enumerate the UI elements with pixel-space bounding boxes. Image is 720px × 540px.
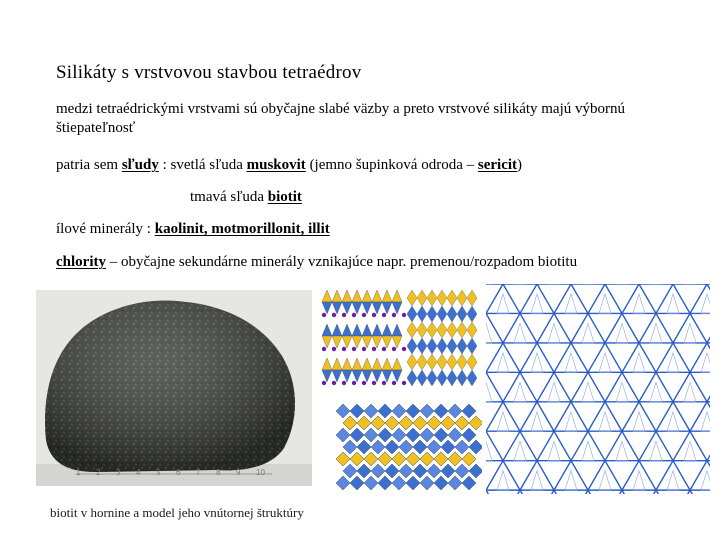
interlayer-atom — [372, 381, 376, 385]
net-triangle-up — [486, 431, 503, 460]
interlayer-atom — [342, 381, 346, 385]
net-inner-line — [667, 294, 679, 313]
net-inner-line — [497, 294, 509, 313]
paragraph-chlorites — [56, 253, 577, 272]
net-triangle-up — [639, 313, 673, 342]
net-triangle-up — [673, 431, 707, 460]
ruler-labels — [76, 468, 276, 482]
net-triangle-up — [605, 431, 639, 460]
interlayer-atom — [372, 313, 376, 317]
net-triangle-up — [554, 284, 588, 313]
net-inner-line — [616, 382, 628, 401]
net-triangle-up — [486, 284, 520, 313]
net-triangle-up — [707, 431, 710, 460]
net-inner-line — [497, 471, 509, 490]
net-triangle-up — [639, 431, 673, 460]
micas-mid2: (jemno šupinková odroda – — [305, 157, 478, 173]
polyhedra-structure-model — [332, 400, 482, 490]
net-triangle-up — [656, 402, 690, 431]
net-inner-line — [701, 353, 710, 372]
interlayer-atom — [392, 347, 396, 351]
net-inner-line — [633, 294, 645, 313]
interlayer-atom — [332, 347, 336, 351]
net-triangle-up — [605, 372, 639, 401]
net-inner-line — [650, 382, 662, 401]
net-inner-line — [599, 412, 611, 431]
hexagonal-tetrahedral-net — [486, 284, 710, 494]
interlayer-atom — [402, 347, 406, 351]
interlayer-atom — [392, 381, 396, 385]
interlayer-atom — [382, 313, 386, 317]
net-triangle-up — [639, 372, 673, 401]
net-triangle-up — [605, 313, 639, 342]
net-triangle-up — [656, 461, 690, 490]
term-muscovite: muskovit — [246, 157, 306, 173]
net-inner-line — [565, 412, 577, 431]
clay-prefix: ílové minerály : — [56, 221, 155, 237]
net-triangle-up — [520, 284, 554, 313]
net-triangle-up — [554, 402, 588, 431]
net-triangle-up — [656, 284, 690, 313]
net-inner-line — [582, 382, 594, 401]
net-triangle-up — [622, 343, 656, 372]
net-triangle-up — [707, 372, 710, 401]
net-inner-line — [514, 382, 526, 401]
micas-mid1: : svetlá sľuda — [158, 157, 247, 173]
net-triangle-up — [571, 431, 605, 460]
interlayer-atom — [352, 347, 356, 351]
net-triangle-up — [690, 284, 710, 313]
net-inner-line — [514, 323, 526, 342]
net-triangle-up — [622, 284, 656, 313]
net-inner-line — [633, 412, 645, 431]
ruler-tick-label: 10 — [256, 468, 265, 477]
interlayer-atom — [382, 347, 386, 351]
net-inner-line — [667, 412, 679, 431]
paragraph-micas — [56, 156, 522, 175]
biotite-prefix: tmavá sľuda — [190, 189, 268, 205]
net-inner-line — [701, 412, 710, 431]
net-inner-line — [650, 441, 662, 460]
ruler-tick-label: 4 — [136, 468, 141, 477]
term-clay-minerals: kaolinit, motmorillonit, illit — [154, 221, 330, 237]
net-inner-line — [531, 294, 543, 313]
net-inner-line — [531, 412, 543, 431]
biotite-rock-photo — [36, 290, 312, 486]
paragraph-biotite — [190, 188, 302, 207]
net-inner-line — [633, 353, 645, 372]
net-triangle-up — [486, 372, 503, 401]
net-triangle-up — [537, 372, 571, 401]
term-biotite: biotit — [267, 189, 302, 205]
net-triangle-up — [571, 372, 605, 401]
ruler-tick-label: 5 — [156, 468, 161, 477]
interlayer-atom — [392, 313, 396, 317]
net-inner-line — [701, 471, 710, 490]
net-inner-line — [565, 471, 577, 490]
interlayer-atom — [322, 381, 326, 385]
net-triangle-up — [673, 313, 707, 342]
interlayer-atom — [402, 313, 406, 317]
net-inner-line — [650, 323, 662, 342]
interlayer-atom — [342, 347, 346, 351]
net-inner-line — [633, 471, 645, 490]
net-triangle-up — [520, 343, 554, 372]
net-triangle-up — [554, 343, 588, 372]
interlayer-atom — [382, 381, 386, 385]
term-micas: sľudy — [121, 157, 159, 173]
interlayer-atom — [322, 313, 326, 317]
net-inner-line — [616, 323, 628, 342]
net-inner-line — [667, 353, 679, 372]
net-triangle-up — [503, 313, 537, 342]
interlayer-atom — [322, 347, 326, 351]
net-inner-line — [684, 323, 696, 342]
net-inner-line — [616, 441, 628, 460]
net-triangle-up — [486, 343, 520, 372]
ruler-tick-label: 7 — [196, 468, 201, 477]
net-inner-line — [684, 441, 696, 460]
net-inner-line — [548, 382, 560, 401]
net-inner-line — [582, 441, 594, 460]
net-inner-line — [497, 353, 509, 372]
net-triangle-up — [486, 313, 503, 342]
net-inner-line — [548, 323, 560, 342]
net-inner-line — [565, 353, 577, 372]
net-triangle-up — [588, 461, 622, 490]
paragraph-cleavage: medzi tetraédrickými vrstvami sú obyčajne slabé väzby a preto vrstvové silikáty majú výbornú štiepateľnosť — [56, 101, 626, 136]
ruler-tick-label: 1 — [76, 468, 81, 477]
interlayer-atom — [352, 381, 356, 385]
term-chlorites: chlority — [56, 254, 106, 270]
net-triangle-up — [588, 343, 622, 372]
net-inner-line — [599, 294, 611, 313]
net-inner-line — [599, 471, 611, 490]
interlayer-atom — [362, 381, 366, 385]
net-inner-line — [486, 382, 492, 401]
slide-title: Silikáty s vrstvovou stavbou tetraédrov — [56, 62, 362, 83]
net-inner-line — [514, 441, 526, 460]
term-sericite: sericit — [477, 157, 518, 173]
ruler-tick-label: 9 — [236, 468, 241, 477]
net-triangle-up — [503, 372, 537, 401]
ruler-tick-label: 3 — [116, 468, 121, 477]
net-inner-line — [565, 294, 577, 313]
interlayer-atom — [362, 347, 366, 351]
interlayer-atom — [362, 313, 366, 317]
net-inner-line — [701, 294, 710, 313]
net-triangle-up — [673, 372, 707, 401]
micas-prefix: patria sem — [56, 157, 122, 173]
net-triangle-up — [486, 461, 520, 490]
net-inner-line — [667, 471, 679, 490]
net-triangle-up — [690, 402, 710, 431]
chlorites-suffix: – obyčajne sekundárne minerály vznikajúce napr. premenou/rozpadom biotitu — [106, 254, 578, 270]
ruler-tick-label: 6 — [176, 468, 181, 477]
net-triangle-up — [690, 461, 710, 490]
net-inner-line — [497, 412, 509, 431]
net-triangle-up — [707, 313, 710, 342]
ruler-tick-label: 8 — [216, 468, 221, 477]
net-triangle-up — [622, 402, 656, 431]
net-inner-line — [531, 471, 543, 490]
net-triangle-up — [537, 313, 571, 342]
paragraph-clay — [56, 220, 330, 239]
net-inner-line — [486, 441, 492, 460]
interlayer-atom — [332, 381, 336, 385]
ruler-tick-label: 2 — [96, 468, 101, 477]
net-triangle-up — [486, 402, 520, 431]
net-inner-line — [599, 353, 611, 372]
micas-suffix: ) — [517, 157, 523, 173]
net-triangle-up — [554, 461, 588, 490]
net-triangle-up — [656, 343, 690, 372]
net-triangle-up — [520, 461, 554, 490]
net-triangle-up — [520, 402, 554, 431]
net-triangle-up — [690, 343, 710, 372]
net-triangle-up — [503, 431, 537, 460]
net-triangle-up — [537, 431, 571, 460]
interlayer-atom — [402, 381, 406, 385]
net-inner-line — [548, 441, 560, 460]
net-inner-line — [531, 353, 543, 372]
net-triangle-up — [588, 284, 622, 313]
net-triangle-up — [622, 461, 656, 490]
interlayer-atom — [352, 313, 356, 317]
interlayer-atom — [332, 313, 336, 317]
figure-caption: biotit v hornine a model jeho vnútornej štruktúry — [50, 505, 304, 520]
interlayer-atom — [342, 313, 346, 317]
net-triangle-up — [588, 402, 622, 431]
interlayer-atom — [372, 347, 376, 351]
layer-structure-model — [316, 284, 484, 394]
net-inner-line — [582, 323, 594, 342]
net-inner-line — [684, 382, 696, 401]
net-inner-line — [486, 323, 492, 342]
net-triangle-up — [571, 313, 605, 342]
